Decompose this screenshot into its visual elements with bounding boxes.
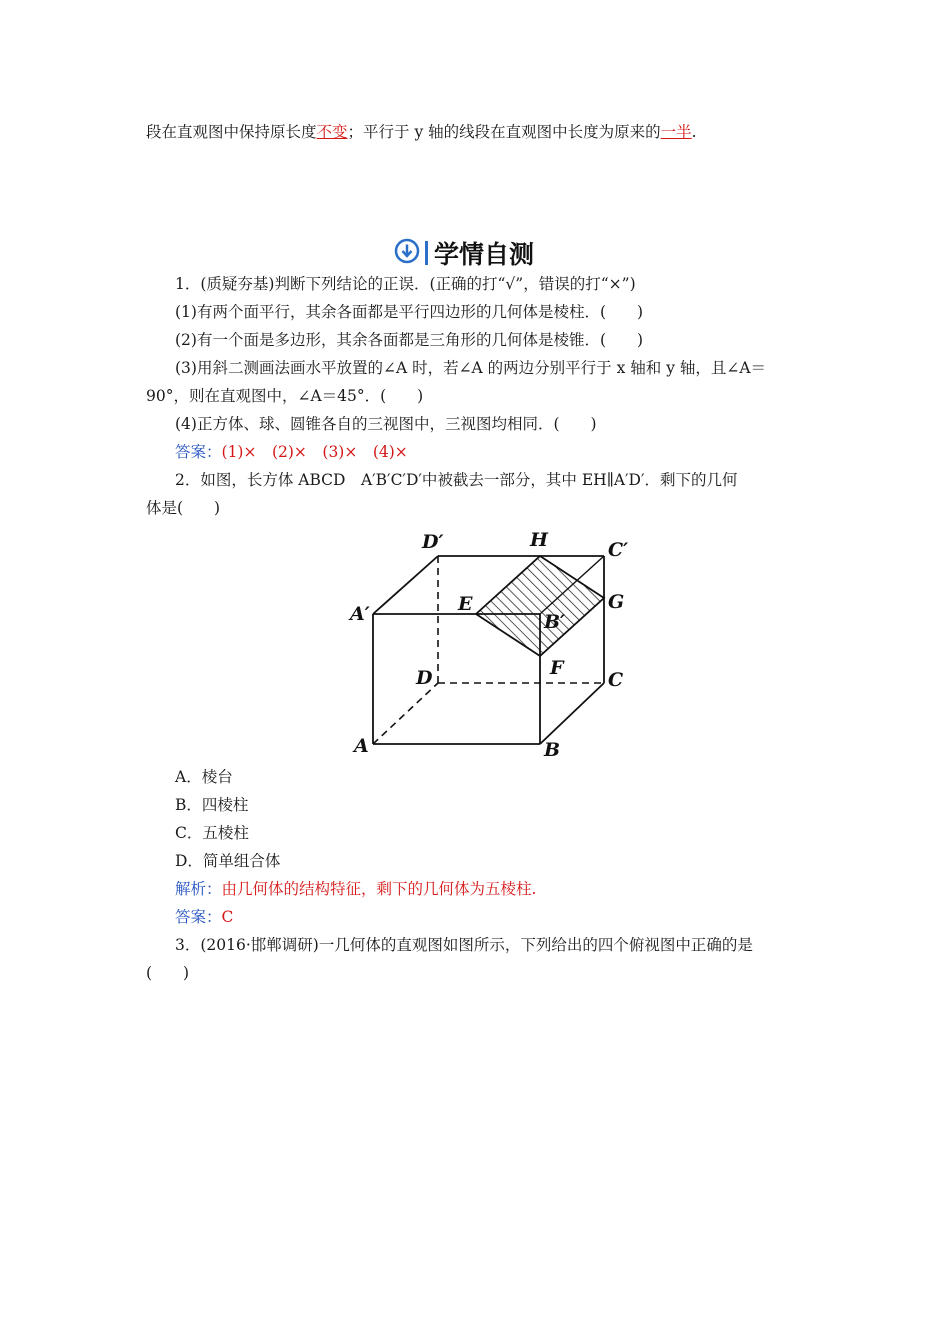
q2-analysis xyxy=(175,879,536,899)
intro-text-3: . xyxy=(691,123,697,141)
q2-option-d: D．简单组合体 xyxy=(175,852,281,870)
label-Dp: D′ xyxy=(422,531,444,553)
q2-stem-cont: 体是( ) xyxy=(146,499,221,517)
q1-answer-label: 答案： xyxy=(175,443,222,461)
label-Ap: A′ xyxy=(350,603,370,625)
intro-text-2: ；平行于 y 轴的线段在直观图中长度为原来的 xyxy=(347,123,661,141)
q1-item-2: (2)有一个面是多边形，其余各面都是三角形的几何体是棱锥．( ) xyxy=(175,331,644,349)
q1-item-4: (4)正方体、球、圆锥各自的三视图中，三视图均相同．( ) xyxy=(175,415,597,433)
intro-line xyxy=(146,122,697,142)
label-D: D xyxy=(416,667,433,689)
q1-item-3: (3)用斜二测画法画水平放置的∠A 时，若∠A 的两边分别平行于 x 轴和 y 轴，且∠A＝ xyxy=(175,359,767,377)
q1-answer-text: (1)× (2)× (3)× (4)× xyxy=(221,443,408,461)
q2-stem: 2．如图，长方体 ABCD A′B′C′D′中被截去一部分，其中 EH∥A′D′．剩下的几何 xyxy=(175,471,738,489)
intro-highlight-unchanged: 不变 xyxy=(316,123,348,141)
q2-answer xyxy=(175,907,233,927)
q2-analysis-text: 由几何体的结构特征，剩下的几何体为五棱柱. xyxy=(221,880,537,898)
label-H: H xyxy=(530,529,548,551)
label-B: B xyxy=(544,739,561,761)
intro-highlight-half: 一半 xyxy=(660,123,692,141)
q3-stem: 3．(2016·邯郸调研)一几何体的直观图如图所示，下列给出的四个俯视图中正确的是 xyxy=(175,936,753,954)
title-divider xyxy=(425,241,428,265)
label-A: A xyxy=(354,735,369,757)
edge-AD xyxy=(373,683,438,744)
q1-item-1: (1)有两个面平行，其余各面都是平行四边形的几何体是棱柱．( ) xyxy=(175,303,644,321)
label-Cp: C′ xyxy=(608,539,629,561)
q1-stem: 1．(质疑夯基)判断下列结论的正误．(正确的打“√”，错误的打“×”) xyxy=(175,275,636,293)
down-arrow-circle-icon xyxy=(394,238,420,268)
label-Bp: B′ xyxy=(544,611,566,633)
q3-stem-cont: ( ) xyxy=(146,964,190,982)
q2-analysis-label: 解析： xyxy=(175,880,222,898)
edge-BC xyxy=(540,683,604,744)
q2-answer-label: 答案： xyxy=(175,908,222,926)
label-E: E xyxy=(458,593,473,615)
cuboid-figure xyxy=(346,526,636,762)
label-C: C xyxy=(608,669,624,691)
edge-A'D' xyxy=(373,556,438,614)
q1-answer xyxy=(175,442,408,462)
label-G: G xyxy=(608,591,625,613)
q2-option-a: A．棱台 xyxy=(175,768,233,786)
q1-item-3-cont: 90°，则在直观图中，∠A＝45°．( ) xyxy=(146,387,424,405)
label-F: F xyxy=(550,657,564,679)
intro-text-1: 段在直观图中保持原长度 xyxy=(146,123,317,141)
section-title-text: 学情自测 xyxy=(434,240,535,269)
q2-answer-text: C xyxy=(221,908,234,926)
q2-option-b: B．四棱柱 xyxy=(175,796,249,814)
q2-option-c: C．五棱柱 xyxy=(175,824,249,842)
section-title xyxy=(394,236,534,270)
